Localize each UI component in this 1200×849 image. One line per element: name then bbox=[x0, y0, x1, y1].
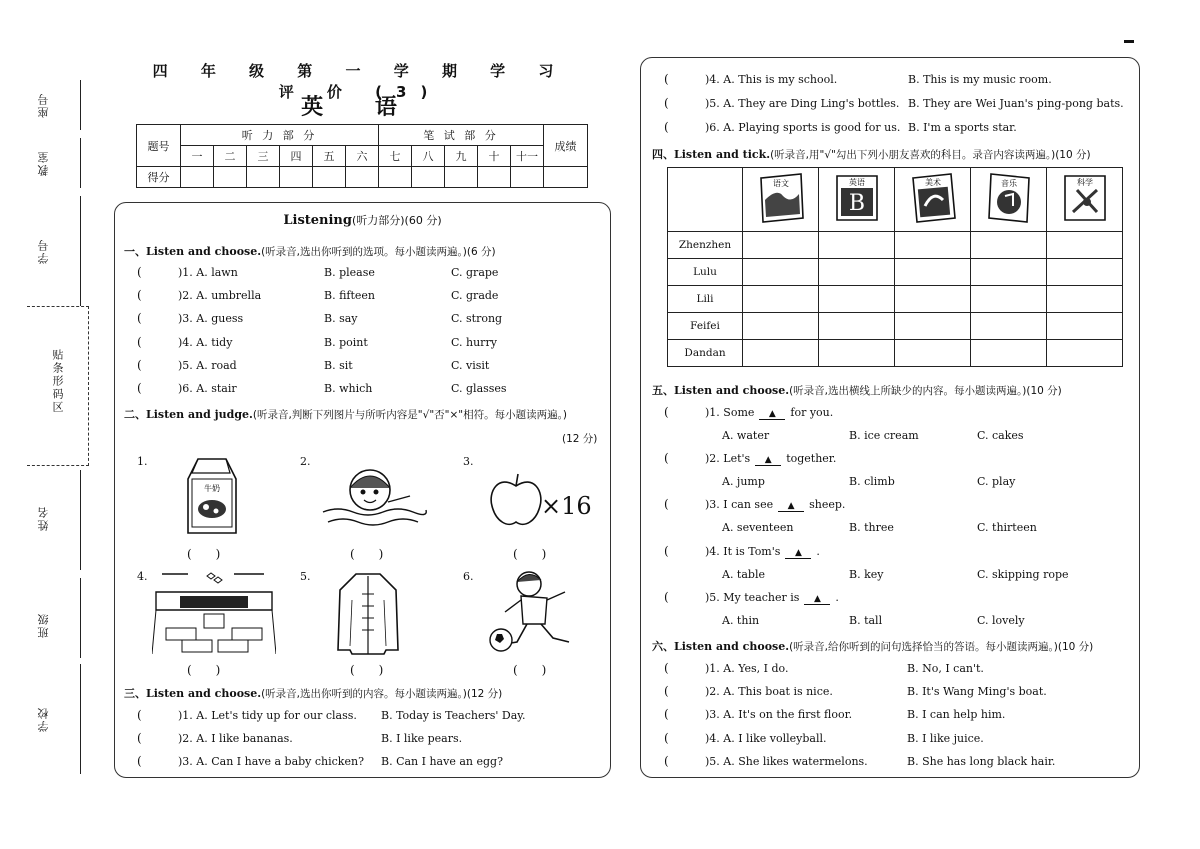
sec6-option-b: B. She has long black hair. bbox=[907, 754, 1056, 768]
pic-answer-6[interactable]: ( ) bbox=[513, 663, 547, 677]
sec5-option-b: B. three bbox=[849, 521, 894, 535]
tick-cell[interactable] bbox=[895, 232, 971, 259]
score-col-11: 十一 bbox=[511, 146, 544, 167]
tick-cell[interactable] bbox=[819, 313, 895, 340]
tick-cell[interactable] bbox=[971, 259, 1047, 286]
score-cell[interactable] bbox=[412, 167, 445, 188]
sec3-title-en: 三、Listen and choose. bbox=[124, 687, 262, 700]
binding-line bbox=[80, 196, 81, 306]
sec6-option-b: B. I like juice. bbox=[907, 731, 984, 745]
score-cell[interactable] bbox=[511, 167, 544, 188]
pic-num-4: 4. bbox=[137, 570, 148, 583]
sec5-option-c: C. skipping rope bbox=[977, 567, 1069, 581]
tick-cell[interactable] bbox=[743, 313, 819, 340]
sec1-option-b: B. point bbox=[324, 335, 368, 349]
sec1-option-b: B. which bbox=[324, 382, 373, 395]
score-cell[interactable] bbox=[445, 167, 478, 188]
sec1-option-c: C. hurry bbox=[451, 335, 497, 349]
subject-col-art bbox=[895, 168, 971, 232]
answer-paren[interactable]: ( bbox=[664, 120, 669, 134]
score-cell[interactable] bbox=[544, 167, 588, 188]
answer-paren[interactable]: ( bbox=[137, 754, 142, 769]
sec1-option-a: )3. A. guess bbox=[178, 312, 244, 326]
art-book-icon bbox=[905, 170, 961, 226]
tick-cell[interactable] bbox=[971, 286, 1047, 313]
sec5-option-a: A. seventeen bbox=[722, 521, 794, 535]
milk-label: 牛奶 bbox=[204, 484, 220, 493]
tick-cell[interactable] bbox=[743, 259, 819, 286]
sec1-option-c: C. glasses bbox=[451, 382, 507, 395]
answer-paren[interactable]: ( bbox=[137, 288, 142, 303]
sec1-title bbox=[124, 243, 496, 259]
blank-marker: ▲ bbox=[804, 594, 830, 605]
sec5-title-cn: (听录音,选出横线上所缺少的内容。每小题读两遍。)(10 分) bbox=[789, 385, 1062, 397]
sec1-option-b: B. sit bbox=[324, 358, 353, 372]
sec3-option-a: )5. A. They are Ding Ling's bottles. bbox=[705, 97, 900, 110]
side-label-class: 班级 bbox=[37, 612, 50, 638]
sec5-stem-pre: )4. It is Tom's bbox=[705, 544, 781, 558]
answer-paren[interactable]: ( bbox=[664, 543, 669, 558]
subject-label-music: 音乐 bbox=[1000, 179, 1017, 188]
football-boy-illustration bbox=[487, 568, 579, 658]
score-col-5: 五 bbox=[313, 146, 346, 167]
sec3-option-a: )1. A. Let's tidy up for our class. bbox=[178, 709, 357, 722]
side-label-student-id: 学号 bbox=[37, 238, 50, 264]
tick-row-name: Feifei bbox=[668, 313, 743, 340]
tick-cell[interactable] bbox=[895, 313, 971, 340]
subject-tick-table bbox=[667, 167, 1123, 367]
side-label-seat: 座号 bbox=[37, 92, 50, 118]
sec6-option-a: )1. A. Yes, I do. bbox=[705, 662, 789, 675]
sec5-option-a: A. jump bbox=[722, 475, 765, 489]
sec5-stem bbox=[705, 452, 836, 466]
subject-label-art: 美术 bbox=[924, 178, 941, 187]
answer-paren[interactable]: ( bbox=[664, 497, 669, 512]
tick-cell[interactable] bbox=[895, 340, 971, 367]
sec2-title-en: 二、Listen and judge. bbox=[124, 408, 253, 421]
sec1-option-c: C. strong bbox=[451, 312, 503, 326]
subject-label-english: 英语 bbox=[848, 178, 865, 187]
sec5-stem-pre: )1. Some bbox=[705, 406, 755, 419]
science-book-icon bbox=[1057, 170, 1113, 226]
sec3-option-b: B. Today is Teachers' Day. bbox=[381, 709, 526, 722]
sec1-option-c: C. grape bbox=[451, 266, 499, 279]
sec4-title-en: 四、Listen and tick. bbox=[652, 148, 771, 161]
english-book-icon bbox=[829, 170, 885, 226]
coat-illustration bbox=[336, 570, 400, 656]
sec5-stem-pre: )5. My teacher is bbox=[705, 590, 800, 604]
score-col-1: 一 bbox=[181, 146, 214, 167]
pic-num-3: 3. bbox=[463, 455, 474, 468]
subject-label-chinese: 语文 bbox=[772, 179, 789, 188]
score-table-tihao: 题号 bbox=[137, 125, 181, 167]
tick-row bbox=[668, 340, 1123, 367]
sec3-option-b: B. Can I have an egg? bbox=[381, 755, 503, 769]
sec6-option-a: )4. A. I like volleyball. bbox=[705, 731, 827, 745]
classroom-illustration bbox=[152, 570, 276, 654]
answer-paren[interactable]: ( bbox=[664, 753, 669, 768]
chinese-book-icon bbox=[753, 170, 809, 226]
pic-answer-4[interactable]: ( ) bbox=[187, 663, 221, 677]
score-col-8: 八 bbox=[412, 146, 445, 167]
sec5-option-c: C. thirteen bbox=[977, 521, 1037, 535]
sec5-stem bbox=[705, 498, 845, 512]
subject-col-music bbox=[971, 168, 1047, 232]
sec5-option-b: B. tall bbox=[849, 613, 883, 627]
binding-line bbox=[80, 664, 81, 774]
tick-cell[interactable] bbox=[819, 286, 895, 313]
sec5-stem bbox=[705, 591, 839, 605]
tick-cell[interactable] bbox=[1047, 286, 1123, 313]
blank-marker: ▲ bbox=[755, 455, 781, 466]
score-col-10: 十 bbox=[478, 146, 511, 167]
side-label-name: 姓名 bbox=[37, 505, 50, 531]
corner-mark bbox=[1124, 40, 1134, 43]
pic-answer-1[interactable]: ( ) bbox=[187, 547, 221, 561]
sec6-option-a: )5. A. She likes watermelons. bbox=[705, 754, 868, 768]
exam-subject: 英 语 bbox=[301, 95, 419, 120]
answer-paren[interactable]: ( bbox=[137, 265, 142, 279]
sec5-option-c: C. play bbox=[977, 475, 1016, 489]
sec4-title bbox=[652, 146, 1091, 162]
score-cell[interactable] bbox=[346, 167, 379, 188]
subject-label-science: 科学 bbox=[1076, 178, 1093, 187]
sec5-stem-pre: )2. Let's bbox=[705, 452, 751, 466]
barcode-area bbox=[27, 306, 89, 466]
milk-carton-illustration bbox=[178, 453, 244, 537]
tick-cell[interactable] bbox=[895, 259, 971, 286]
sec6-title-cn: (听录音,给你听到的问句选择恰当的答语。每小题读两遍。)(10 分) bbox=[789, 641, 1094, 653]
sec5-stem-post: for you. bbox=[790, 406, 834, 419]
subject-col-english bbox=[819, 168, 895, 232]
sec6-option-b: B. No, I can't. bbox=[907, 662, 984, 675]
sec1-option-b: B. please bbox=[324, 266, 375, 279]
sec1-option-b: B. say bbox=[324, 312, 358, 326]
sec1-option-c: C. visit bbox=[451, 358, 490, 372]
answer-paren[interactable]: ( bbox=[664, 451, 669, 466]
answer-paren[interactable]: ( bbox=[137, 381, 142, 395]
tick-cell[interactable] bbox=[971, 340, 1047, 367]
score-cell[interactable] bbox=[313, 167, 346, 188]
sec5-option-b: B. climb bbox=[849, 475, 895, 489]
pic-num-2: 2. bbox=[300, 455, 311, 468]
tick-table-corner bbox=[668, 168, 743, 232]
tick-row-name: Zhenzhen bbox=[668, 232, 743, 259]
score-cell[interactable] bbox=[280, 167, 313, 188]
score-cell[interactable] bbox=[247, 167, 280, 188]
tick-cell[interactable] bbox=[743, 232, 819, 259]
answer-paren[interactable]: ( bbox=[664, 707, 669, 722]
sec3-option-b: B. This is my music room. bbox=[908, 73, 1052, 86]
sec3-option-b: B. I like pears. bbox=[381, 732, 463, 746]
binding-line bbox=[80, 470, 81, 570]
answer-paren[interactable]: ( bbox=[664, 730, 669, 745]
answer-paren[interactable]: ( bbox=[137, 708, 142, 722]
score-cell[interactable] bbox=[478, 167, 511, 188]
sec5-option-a: A. thin bbox=[722, 613, 760, 627]
sec5-option-a: A. table bbox=[722, 567, 765, 581]
score-table-writing: 笔 试 部 分 bbox=[379, 125, 544, 146]
tick-cell[interactable] bbox=[971, 313, 1047, 340]
score-col-9: 九 bbox=[445, 146, 478, 167]
tick-cell[interactable] bbox=[819, 340, 895, 367]
tick-cell[interactable] bbox=[971, 232, 1047, 259]
sec5-option-a: A. water bbox=[722, 429, 770, 442]
tick-row-name: Dandan bbox=[668, 340, 743, 367]
score-cell[interactable] bbox=[181, 167, 214, 188]
sec5-title-en: 五、Listen and choose. bbox=[652, 384, 790, 397]
sec3-title-cn: (听录音,选出你听到的内容。每小题读两遍。)(12 分) bbox=[261, 688, 503, 700]
score-table bbox=[136, 124, 588, 188]
tick-cell[interactable] bbox=[895, 286, 971, 313]
tick-cell[interactable] bbox=[743, 286, 819, 313]
sec1-option-a: )1. A. lawn bbox=[178, 266, 238, 279]
sec6-option-b: B. I can help him. bbox=[907, 708, 1006, 722]
score-table-chengji: 成绩 bbox=[544, 125, 588, 167]
tick-row bbox=[668, 259, 1123, 286]
subject-col-science bbox=[1047, 168, 1123, 232]
sec5-stem-post: . bbox=[816, 544, 820, 558]
sec3-option-a: )4. A. This is my school. bbox=[705, 73, 838, 86]
swimming-boy-illustration bbox=[318, 462, 428, 532]
score-col-3: 三 bbox=[247, 146, 280, 167]
sec3-option-a: )2. A. I like bananas. bbox=[178, 732, 293, 746]
answer-paren[interactable]: ( bbox=[137, 731, 142, 746]
sec5-option-c: C. cakes bbox=[977, 429, 1024, 442]
blank-marker: ▲ bbox=[785, 548, 811, 559]
sec6-title bbox=[652, 638, 1093, 654]
sec2-points: (12 分) bbox=[562, 433, 598, 445]
sec6-option-b: B. It's Wang Ming's boat. bbox=[907, 685, 1047, 699]
sec5-stem-pre: )3. I can see bbox=[705, 498, 774, 512]
sec1-title-cn: (听录音,选出你听到的选项。每小题读两遍。)(6 分) bbox=[261, 246, 496, 258]
answer-paren[interactable]: ( bbox=[664, 96, 669, 110]
sec2-title-cn: (听录音,判断下列图片与所听内容是"√"否"×"相符。每小题读两遍。) bbox=[252, 409, 567, 421]
score-col-2: 二 bbox=[214, 146, 247, 167]
tick-cell[interactable] bbox=[1047, 340, 1123, 367]
blank-marker: ▲ bbox=[759, 409, 785, 420]
side-label-classroom: 教室 bbox=[37, 150, 50, 176]
sec1-option-c: C. grade bbox=[451, 289, 499, 303]
score-cell[interactable] bbox=[379, 167, 412, 188]
sec1-option-b: B. fifteen bbox=[324, 289, 376, 303]
sec5-option-b: B. ice cream bbox=[849, 429, 919, 442]
binding-line bbox=[80, 138, 81, 188]
sec3-option-a: )6. A. Playing sports is good for us. bbox=[705, 121, 901, 134]
answer-paren[interactable]: ( bbox=[664, 589, 669, 604]
side-label-school: 学校 bbox=[37, 706, 50, 732]
tick-row bbox=[668, 286, 1123, 313]
tick-cell[interactable] bbox=[819, 259, 895, 286]
score-table-listening: 听 力 部 分 bbox=[181, 125, 379, 146]
answer-paren[interactable]: ( bbox=[137, 334, 142, 349]
sec5-option-c: C. lovely bbox=[977, 613, 1025, 627]
score-col-7: 七 bbox=[379, 146, 412, 167]
answer-paren[interactable]: ( bbox=[664, 72, 669, 86]
barcode-area-label: 贴条形码区 bbox=[51, 349, 64, 414]
score-table-defen: 得分 bbox=[137, 167, 181, 188]
sec3-option-b: B. I'm a sports star. bbox=[908, 121, 1017, 134]
apple-illustration bbox=[488, 470, 544, 530]
sec5-stem bbox=[705, 406, 833, 420]
answer-paren[interactable]: ( bbox=[137, 311, 142, 326]
sec4-title-cn: (听录音,用"√"勾出下列小朋友喜欢的科目。录音内容读两遍。)(10 分) bbox=[770, 149, 1091, 161]
svg-text:B: B bbox=[848, 191, 865, 216]
listening-heading-cn: (听力部分)(60 分) bbox=[351, 214, 442, 227]
sec3-title bbox=[124, 685, 502, 701]
sec5-stem-post: together. bbox=[786, 452, 837, 466]
tick-row-name: Lulu bbox=[668, 259, 743, 286]
subject-col-chinese bbox=[743, 168, 819, 232]
answer-paren[interactable]: ( bbox=[664, 684, 669, 699]
answer-paren[interactable]: ( bbox=[137, 357, 142, 372]
listening-heading-en: Listening bbox=[283, 213, 352, 228]
answer-paren[interactable]: ( bbox=[664, 405, 669, 419]
sec3-option-b: B. They are Wei Juan's ping-pong bats. bbox=[908, 97, 1124, 110]
pic-answer-3[interactable]: ( ) bbox=[513, 547, 547, 561]
sec1-option-a: )5. A. road bbox=[178, 358, 237, 372]
pic-answer-2[interactable]: ( ) bbox=[350, 547, 384, 561]
music-book-icon bbox=[981, 170, 1037, 226]
blank-marker: ▲ bbox=[778, 501, 804, 512]
sec5-stem bbox=[705, 545, 820, 559]
pic-num-6: 6. bbox=[463, 570, 474, 583]
sec6-option-a: )3. A. It's on the first floor. bbox=[705, 708, 853, 722]
tick-cell[interactable] bbox=[743, 340, 819, 367]
sec5-stem-post: . bbox=[835, 590, 839, 604]
sec1-option-a: )2. A. umbrella bbox=[178, 289, 262, 303]
sec6-title-en: 六、Listen and choose. bbox=[652, 640, 790, 653]
sec1-option-a: )6. A. stair bbox=[178, 382, 237, 395]
sec2-title bbox=[124, 406, 567, 422]
sec1-option-a: )4. A. tidy bbox=[178, 335, 233, 349]
tick-cell[interactable] bbox=[1047, 313, 1123, 340]
score-cell[interactable] bbox=[214, 167, 247, 188]
tick-row bbox=[668, 232, 1123, 259]
binding-line bbox=[80, 80, 81, 130]
binding-line bbox=[80, 578, 81, 658]
tick-cell[interactable] bbox=[1047, 259, 1123, 286]
tick-row bbox=[668, 313, 1123, 340]
score-col-4: 四 bbox=[280, 146, 313, 167]
exam-title: 四 年 级 第 一 学 期 学 习 评 价 (3) bbox=[152, 62, 568, 101]
listening-heading bbox=[114, 212, 611, 228]
pic-num-5: 5. bbox=[300, 570, 311, 583]
sec3-option-a: )3. A. Can I have a baby chicken? bbox=[178, 755, 364, 769]
apple-count: ×16 bbox=[541, 492, 592, 520]
sec5-option-b: B. key bbox=[849, 567, 884, 581]
sec5-title bbox=[652, 382, 1062, 398]
sec5-stem-post: sheep. bbox=[809, 498, 846, 512]
pic-answer-5[interactable]: ( ) bbox=[350, 663, 384, 677]
tick-cell[interactable] bbox=[1047, 232, 1123, 259]
pic-num-1: 1. bbox=[137, 455, 148, 468]
tick-cell[interactable] bbox=[819, 232, 895, 259]
sec6-option-a: )2. A. This boat is nice. bbox=[705, 685, 833, 699]
sec1-title-en: 一、Listen and choose. bbox=[124, 245, 262, 258]
tick-row-name: Lili bbox=[668, 286, 743, 313]
answer-paren[interactable]: ( bbox=[664, 661, 669, 675]
score-col-6: 六 bbox=[346, 146, 379, 167]
